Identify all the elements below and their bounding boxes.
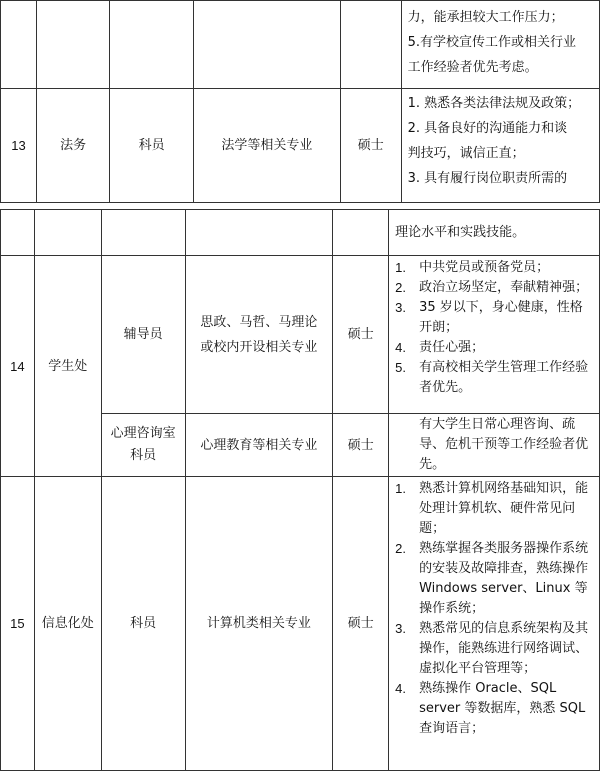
cell-no xyxy=(1,210,35,256)
requirements xyxy=(389,477,600,771)
major: 计算机类相关专业 xyxy=(185,477,333,771)
position-line: 科员 xyxy=(130,448,157,463)
cell-no xyxy=(1,1,37,89)
list-item: 2. 熟练掌握各类服务器操作系统的安装及故障排查，熟练操作 Windows server、Linux 等操作系统； xyxy=(395,541,589,616)
cell-major xyxy=(185,210,333,256)
cell-degree xyxy=(333,210,389,256)
position: 科员 xyxy=(101,477,185,771)
major xyxy=(185,256,333,414)
recruitment-table-part1 xyxy=(0,0,600,203)
table-row xyxy=(1,256,600,414)
list-item: 1. 中共党员或预备党员； xyxy=(395,260,550,275)
row-number: 14 xyxy=(1,256,35,477)
req-line: 判技巧，诚信正直； xyxy=(407,146,525,161)
position xyxy=(101,414,185,477)
list-item: 1. 熟悉计算机网络基础知识，能处理计算机软、硬件常见问题； xyxy=(395,481,589,536)
row-number: 13 xyxy=(1,89,37,203)
list-item: 4. 责任心强； xyxy=(395,340,485,355)
requirements xyxy=(389,210,600,256)
degree: 硕士 xyxy=(333,477,389,771)
requirements-list xyxy=(395,479,595,739)
requirements xyxy=(401,89,599,203)
major-line: 或校内开设相关专业 xyxy=(200,339,318,355)
recruitment-table-part2 xyxy=(0,209,600,771)
list-item: 3. 熟悉常见的信息系统架构及其操作，能熟练进行网络调试、虚拟化平台管理等； xyxy=(395,621,589,676)
list-item: 2. 政治立场坚定，奉献精神强； xyxy=(395,280,589,295)
position: 辅导员 xyxy=(101,256,185,414)
cell-position xyxy=(110,1,194,89)
req-line: 力，能承担较大工作压力； xyxy=(407,10,564,25)
cell-dept xyxy=(34,210,101,256)
major: 法学等相关专业 xyxy=(194,89,341,203)
cell-degree xyxy=(340,1,401,89)
req-line: 2. 具备良好的沟通能力和谈 xyxy=(407,121,568,136)
list-item: 3. 35 岁以下，身心健康，性格开朗； xyxy=(395,300,583,335)
requirements xyxy=(389,414,600,477)
row-number: 15 xyxy=(1,477,35,771)
major: 心理教育等相关专业 xyxy=(185,414,333,477)
cell-requirements xyxy=(401,1,599,89)
degree: 硕士 xyxy=(333,256,389,414)
department: 学生处 xyxy=(34,256,101,477)
department: 法务 xyxy=(37,89,110,203)
position-line: 心理咨询室 xyxy=(110,426,176,441)
req-line: 5.有学校宣传工作或相关行业 xyxy=(407,35,577,50)
table-row xyxy=(1,89,600,203)
req-line: 理论水平和实践技能。 xyxy=(395,225,526,240)
major-line: 思政、马哲、马理论 xyxy=(200,314,318,330)
position: 科员 xyxy=(110,89,194,203)
req-line: 工作经验者优先考虑。 xyxy=(407,60,538,75)
table-row xyxy=(1,477,600,771)
list-item: 5. 有高校相关学生管理工作经验者优先。 xyxy=(395,360,589,395)
req-text: 有大学生日常心理咨询、疏导、危机干预等工作经验者优先。 xyxy=(419,417,589,472)
cell-position xyxy=(101,210,185,256)
req-line: 1. 熟悉各类法律法规及政策； xyxy=(407,96,581,111)
requirements-list xyxy=(395,258,595,398)
table-row xyxy=(1,1,600,89)
degree: 硕士 xyxy=(340,89,401,203)
table-row xyxy=(1,210,600,256)
req-line: 3. 具有履行岗位职责所需的 xyxy=(407,171,568,186)
degree: 硕士 xyxy=(333,414,389,477)
requirements xyxy=(389,256,600,414)
department: 信息化处 xyxy=(34,477,101,771)
cell-major xyxy=(194,1,341,89)
list-item: 4. 熟练操作 Oracle、SQL server 等数据库，熟悉 SQL 查询语言； xyxy=(395,681,586,736)
cell-dept xyxy=(37,1,110,89)
